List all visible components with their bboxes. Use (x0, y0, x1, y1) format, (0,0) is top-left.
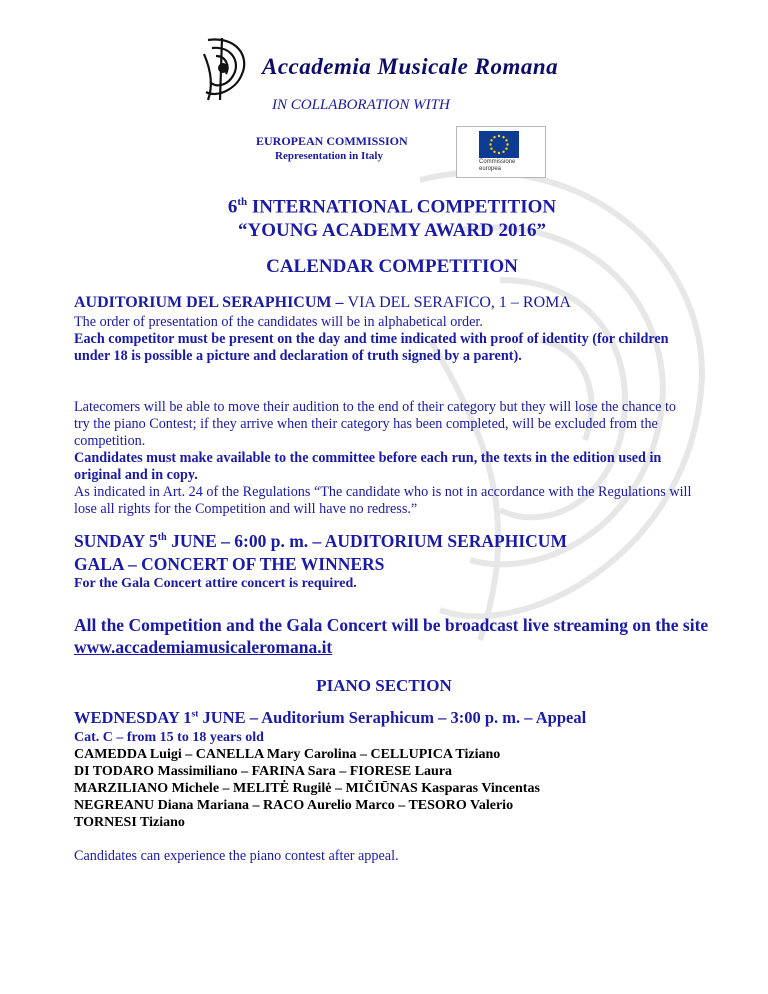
gala-heading: SUNDAY 5th JUNE – 6:00 p. m. – AUDITORIUM SERAPHICUM GALA – CONCERT OF THE WINNERS (74, 530, 567, 574)
rule-identity: Each competitor must be present on the day and time indicated with proof of identity (for children under 18 is possible a picture and declaration of truth signed by a parent). (74, 331, 669, 364)
collaboration-label: IN COLLABORATION WITH (272, 97, 450, 113)
list-item: CAMEDDA Luigi – CANELLA Mary Carolina – CELLUPICA Tiziano (74, 747, 501, 762)
gala-attire-note: For the Gala Concert attire concert is required. (74, 576, 357, 591)
european-commission-label: EUROPEAN COMMISSION (256, 134, 408, 148)
list-item: TORNESI Tiziano (74, 815, 185, 830)
piano-schedule-heading: WEDNESDAY 1st JUNE – Auditorium Seraphicum – 3:00 p. m. – Appeal (74, 708, 587, 727)
website-link[interactable]: www.accademiamusicaleromana.it (74, 637, 333, 657)
list-item: NEGREANU Diana Mariana – RACO Aurelio Marco – TESORO Valerio (74, 798, 514, 813)
list-item: DI TODARO Massimiliano – FARINA Sara – FIORESE Laura (74, 764, 453, 779)
rule-texts: Candidates must make available to the committee before each run, the texts in the edition used in original and in copy. (74, 450, 662, 483)
category-label: Cat. C – from 15 to 18 years old (74, 730, 264, 745)
rule-order: The order of presentation of the candidates will be in alphabetical order. (74, 314, 483, 330)
piano-section-title: PIANO SECTION (316, 676, 452, 695)
academy-name: Accademia Musicale Romana (262, 54, 559, 79)
venue-line: AUDITORIUM DEL SERAPHICUM – VIA DEL SERAFICO, 1 – ROMA (74, 294, 571, 311)
candidate-list (74, 746, 540, 831)
rule-regulations: As indicated in Art. 24 of the Regulations “The candidate who is not in accordance with the Regulations will lose all rights for the Competition and will have no redress.” (74, 484, 692, 517)
broadcast-notice: All the Competition and the Gala Concert will be broadcast live streaming on the site www.accademiamusicaleromana.it (74, 615, 709, 657)
calendar-title: CALENDAR COMPETITION (266, 256, 518, 277)
european-commission-logo (456, 126, 546, 178)
piano-contest-note: Candidates can experience the piano contest after appeal. (74, 848, 399, 864)
eu-logo-caption: Commissione europea (479, 159, 516, 172)
edition-title: 6th INTERNATIONAL COMPETITION (227, 196, 557, 218)
academy-logo-icon (196, 34, 252, 104)
representation-label: Representation in Italy (275, 150, 383, 162)
eu-flag-icon (479, 131, 519, 158)
award-title: “YOUNG ACADEMY AWARD 2016” (237, 220, 547, 241)
list-item: MARZILIANO Michele – MELITĖ Rugilė – MIČIŪNAS Kasparas Vincentas (74, 781, 540, 796)
rule-latecomers: Latecomers will be able to move their audition to the end of their category but they will lose the chance to try the piano Contest; if they arrive when their category has been completed, will be excluded from the competition. (74, 399, 676, 449)
